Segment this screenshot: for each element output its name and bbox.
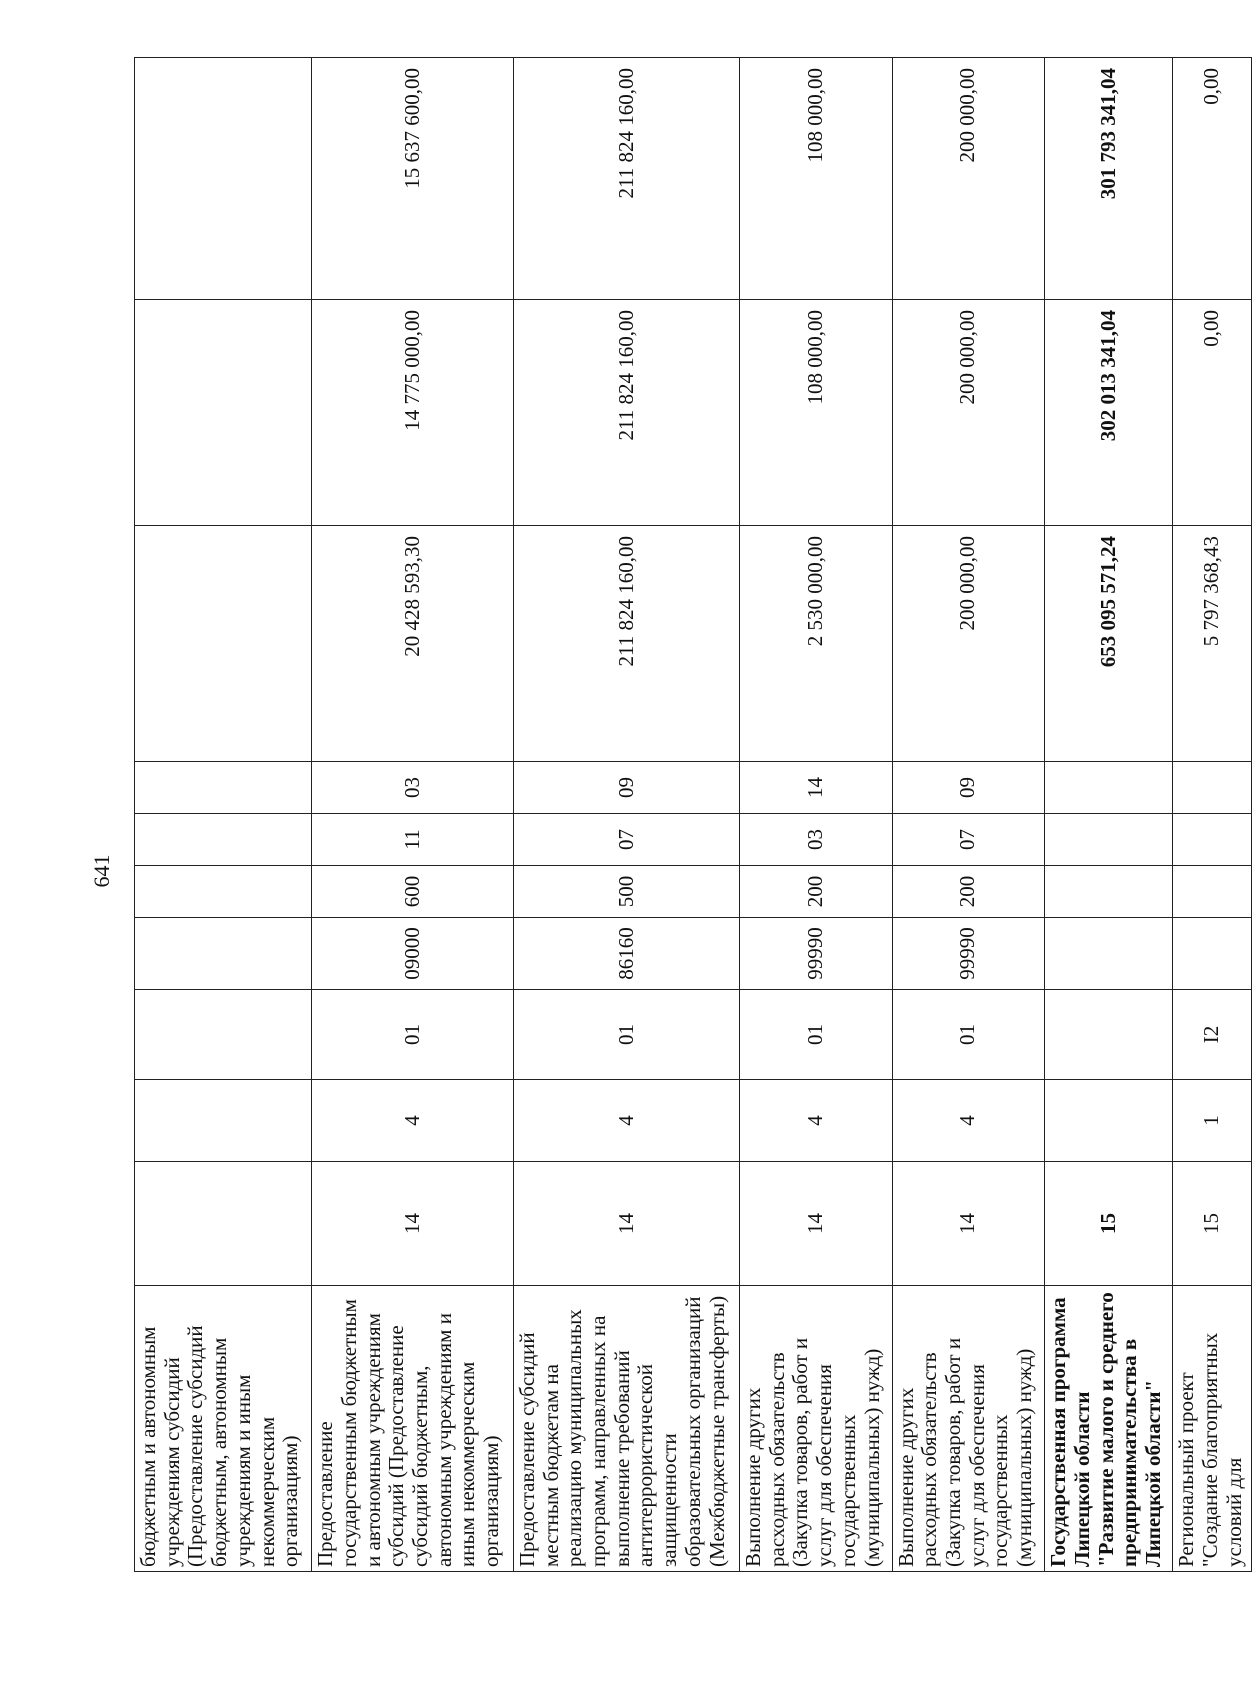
amount-year-1 bbox=[135, 526, 312, 762]
row-name: Выполнение других расходных обязательств (Закупка товаров, работ и услуг для обеспечения государственных (муниципальных) нужд) bbox=[892, 1286, 1045, 1572]
code-direction: 99990 bbox=[740, 918, 893, 990]
amount-year-2: 200 000,00 bbox=[892, 300, 1045, 526]
code-expense-type bbox=[1045, 866, 1173, 918]
code-section bbox=[1045, 814, 1173, 866]
row-name: Выполнение других расходных обязательств (Закупка товаров, работ и услуг для обеспечения государственных (муниципальных) нужд) bbox=[740, 1286, 893, 1572]
code-subsection: 14 bbox=[740, 762, 893, 814]
amount-year-2: 0,00 bbox=[1173, 300, 1252, 526]
code-subprogram: 4 bbox=[513, 1080, 739, 1162]
code-gp: 14 bbox=[312, 1162, 514, 1286]
amount-year-1: 2 530 000,00 bbox=[740, 526, 893, 762]
amount-year-1: 200 000,00 bbox=[892, 526, 1045, 762]
amount-year-1: 20 428 593,30 bbox=[312, 526, 514, 762]
code-subsection bbox=[1045, 762, 1173, 814]
code-element: 01 bbox=[892, 990, 1045, 1080]
code-direction: 86160 bbox=[513, 918, 739, 990]
amount-year-2: 108 000,00 bbox=[740, 300, 893, 526]
table-row bbox=[892, 58, 1045, 1572]
code-direction bbox=[1173, 918, 1252, 990]
code-subprogram: 4 bbox=[892, 1080, 1045, 1162]
amount-year-3: 15 637 600,00 bbox=[312, 58, 514, 300]
amount-year-3 bbox=[135, 58, 312, 300]
rotated-table-area bbox=[134, 58, 1252, 1572]
code-direction: 09000 bbox=[312, 918, 514, 990]
code-expense-type bbox=[135, 866, 312, 918]
code-section: 11 bbox=[312, 814, 514, 866]
table-wrapper bbox=[134, 58, 1252, 1572]
code-expense-type: 200 bbox=[892, 866, 1045, 918]
budget-table bbox=[134, 57, 1252, 1572]
amount-year-1: 653 095 571,24 bbox=[1045, 526, 1173, 762]
code-subprogram: 4 bbox=[312, 1080, 514, 1162]
page-number: 641 bbox=[89, 854, 114, 888]
code-gp bbox=[135, 1162, 312, 1286]
code-direction bbox=[1045, 918, 1173, 990]
code-subsection: 03 bbox=[312, 762, 514, 814]
code-section: 03 bbox=[740, 814, 893, 866]
amount-year-3: 200 000,00 bbox=[892, 58, 1045, 300]
code-element: I2 bbox=[1173, 990, 1252, 1080]
code-expense-type bbox=[1173, 866, 1252, 918]
row-name: Предоставление государственным бюджетным и автономным учреждениям субсидий (Предоставление субсидий бюджетным, автономным учреждениям и иным некоммерческим организациям) bbox=[312, 1286, 514, 1572]
code-subprogram: 1 bbox=[1173, 1080, 1252, 1162]
amount-year-2: 211 824 160,00 bbox=[513, 300, 739, 526]
code-subsection bbox=[1173, 762, 1252, 814]
code-element bbox=[1045, 990, 1173, 1080]
code-direction: 99990 bbox=[892, 918, 1045, 990]
code-section bbox=[135, 814, 312, 866]
code-subprogram bbox=[1045, 1080, 1173, 1162]
code-gp: 15 bbox=[1173, 1162, 1252, 1286]
table-row bbox=[740, 58, 893, 1572]
row-name: бюджетным и автономным учреждениям субсидий (Предоставление субсидий бюджетным, автономным учреждениям и иным некоммерческим организациям) bbox=[135, 1286, 312, 1572]
table-row bbox=[1173, 58, 1252, 1572]
row-name: Предоставление субсидий местным бюджетам на реализацию муниципальных программ, направленных на выполнение требований антитеррористической защищенности образовательных организаций (Межбюджетные трансферты) bbox=[513, 1286, 739, 1572]
table-row bbox=[513, 58, 739, 1572]
code-section: 07 bbox=[513, 814, 739, 866]
code-subprogram: 4 bbox=[740, 1080, 893, 1162]
amount-year-2 bbox=[135, 300, 312, 526]
amount-year-1: 211 824 160,00 bbox=[513, 526, 739, 762]
code-element bbox=[135, 990, 312, 1080]
amount-year-3: 108 000,00 bbox=[740, 58, 893, 300]
amount-year-1: 5 797 368,43 bbox=[1173, 526, 1252, 762]
code-element: 01 bbox=[740, 990, 893, 1080]
table-row bbox=[312, 58, 514, 1572]
row-name: Региональный проект "Создание благоприятных условий для bbox=[1173, 1286, 1252, 1572]
amount-year-2: 302 013 341,04 bbox=[1045, 300, 1173, 526]
amount-year-2: 14 775 000,00 bbox=[312, 300, 514, 526]
code-expense-type: 200 bbox=[740, 866, 893, 918]
code-section bbox=[1173, 814, 1252, 866]
row-name: Государственная программа Липецкой области "Развитие малого и среднего предпринимательства в Липецкой области" bbox=[1045, 1286, 1173, 1572]
code-section: 07 bbox=[892, 814, 1045, 866]
code-direction bbox=[135, 918, 312, 990]
code-subsection: 09 bbox=[892, 762, 1045, 814]
code-subprogram bbox=[135, 1080, 312, 1162]
code-gp: 15 bbox=[1045, 1162, 1173, 1286]
code-element: 01 bbox=[312, 990, 514, 1080]
amount-year-3: 0,00 bbox=[1173, 58, 1252, 300]
table-row bbox=[1045, 58, 1173, 1572]
code-expense-type: 600 bbox=[312, 866, 514, 918]
code-subsection bbox=[135, 762, 312, 814]
code-gp: 14 bbox=[892, 1162, 1045, 1286]
amount-year-3: 301 793 341,04 bbox=[1045, 58, 1173, 300]
amount-year-3: 211 824 160,00 bbox=[513, 58, 739, 300]
code-gp: 14 bbox=[513, 1162, 739, 1286]
table-row bbox=[135, 58, 312, 1572]
code-subsection: 09 bbox=[513, 762, 739, 814]
code-expense-type: 500 bbox=[513, 866, 739, 918]
code-element: 01 bbox=[513, 990, 739, 1080]
code-gp: 14 bbox=[740, 1162, 893, 1286]
